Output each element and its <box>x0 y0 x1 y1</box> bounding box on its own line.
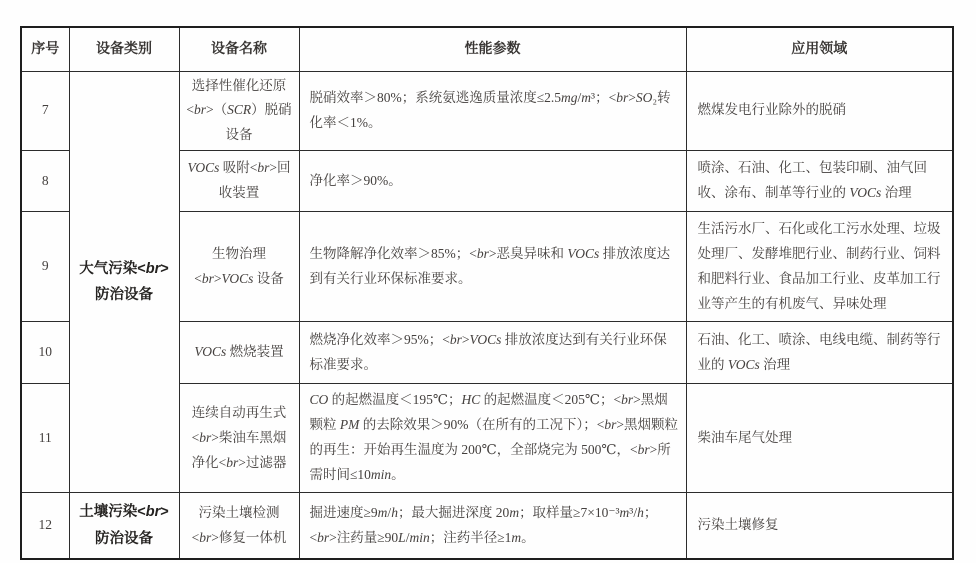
header-row <box>21 27 953 71</box>
device-name-cell: 生物治理<br>VOCs 设备 <box>179 212 299 322</box>
performance-cell: 燃烧净化效率＞95%；<br>VOCs 排放浓度达到有关行业环保标准要求。 <box>299 322 686 384</box>
device-name-cell: 污染土壤检测<br>修复一体机 <box>179 493 299 559</box>
device-name-cell: VOCs 吸附<br>回收装置 <box>179 151 299 212</box>
header-cell-device-name: 设备名称 <box>179 27 299 71</box>
row-number: 10 <box>21 322 69 384</box>
performance-cell: 掘进速度≥9m/h；最大掘进深度 20m；取样量≥7×10⁻³m³/h；<br>注药量≥90L/min；注药半径≥1m。 <box>299 493 686 559</box>
application-cell: 柴油车尾气处理 <box>686 384 953 493</box>
row-number: 11 <box>21 384 69 493</box>
header-cell-application: 应用领域 <box>686 27 953 71</box>
device-name-cell: 选择性催化还原<br>（SCR）脱硝设备 <box>179 71 299 151</box>
row-number: 7 <box>21 71 69 151</box>
row-number: 12 <box>21 493 69 559</box>
category-cell-soil-pollution: 土壤污染<br>防治设备 <box>69 493 179 559</box>
performance-cell: 脱硝效率＞80%；系统氨逃逸质量浓度≤2.5mg/m³；<br>SO₂转化率＜1%。 <box>299 71 686 151</box>
performance-cell: 生物降解净化效率＞85%；<br>恶臭异味和 VOCs 排放浓度达到有关行业环保标准要求。 <box>299 212 686 322</box>
row-number: 8 <box>21 151 69 212</box>
device-name-cell: VOCs 燃烧装置 <box>179 322 299 384</box>
category-cell-air-pollution: 大气污染<br>防治设备 <box>69 71 179 493</box>
row-number: 9 <box>21 212 69 322</box>
application-cell: 喷涂、石油、化工、包装印刷、油气回收、涂布、制革等行业的 VOCs 治理 <box>686 151 953 212</box>
application-cell: 污染土壤修复 <box>686 493 953 559</box>
header-cell-category: 设备类别 <box>69 27 179 71</box>
header-cell-performance: 性能参数 <box>299 27 686 71</box>
table-row-12 <box>21 493 953 559</box>
application-cell: 燃煤发电行业除外的脱硝 <box>686 71 953 151</box>
application-cell: 石油、化工、喷涂、电线电缆、制药等行业的 VOCs 治理 <box>686 322 953 384</box>
device-name-cell: 连续自动再生式<br>柴油车黑烟净化<br>过滤器 <box>179 384 299 493</box>
table-row-7 <box>21 71 953 151</box>
performance-cell: 净化率＞90%。 <box>299 151 686 212</box>
header-cell-index: 序号 <box>21 27 69 71</box>
performance-cell: CO 的起燃温度＜195℃；HC 的起燃温度＜205℃；<br>黑烟颗粒 PM 的去除效果＞90%（在所有的工况下）；<br>黑烟颗粒的再生：开始再生温度为 200℃，全部烧完为 500℃，<br>所需时间≤10min。 <box>299 384 686 493</box>
equipment-table <box>20 26 954 560</box>
application-cell: 生活污水厂、石化或化工污水处理、垃圾处理厂、发酵堆肥行业、制药行业、饲料和肥料行业、食品加工行业、皮革加工行业等产生的有机废气、异味处理 <box>686 212 953 322</box>
